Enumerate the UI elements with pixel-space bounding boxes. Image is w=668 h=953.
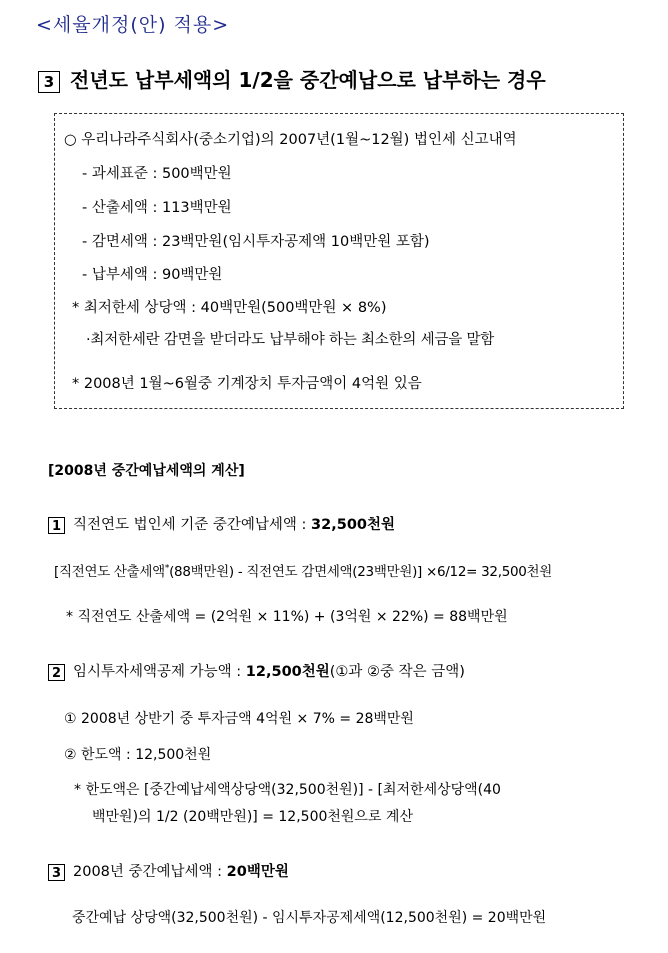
step2-suffix: (①과 ②중 작은 금액) [329, 664, 465, 680]
box-line-reduced-tax: - 감면세액 : 23백만원(임시투자공제액 10백만원 포함) [82, 234, 430, 250]
case-info-box [54, 113, 624, 409]
step1-value: 32,500천원 [311, 517, 396, 533]
step1-formula-part1: [직전연도 산출세액 [54, 564, 165, 580]
box-line-paid-tax: - 납부세액 : 90백만원 [82, 267, 223, 283]
step1-label: 직전연도 법인세 기준 중간예납세액 : [73, 517, 312, 533]
step3-number-box: 3 [48, 864, 65, 881]
step1-number-box: 1 [48, 517, 65, 534]
box-line-company: ○ 우리나라주식회사(중소기업)의 2007년(1월~12월) 법인세 신고내역 [64, 132, 517, 148]
step2-item2: ② 한도액 : 12,500천원 [64, 747, 212, 763]
step2-label: 임시투자세액공제 가능액 : [73, 664, 246, 680]
step3-value: 20백만원 [226, 864, 289, 880]
heading-number-box: 3 [38, 71, 60, 93]
step3-heading [48, 860, 289, 881]
box-line-minimum-tax-definition: ·최저한세란 감면을 받더라도 납부해야 하는 최소한의 세금을 말함 [86, 332, 495, 348]
step2-note-line1: * 한도액은 [중간예납세액상당액(32,500천원)] - [최저한세상당액(40 [74, 782, 501, 798]
step2-item1: ① 2008년 상반기 중 투자금액 4억원 × 7% = 28백만원 [64, 711, 414, 727]
calculation-title: [2008년 중간예납세액의 계산] [48, 463, 245, 479]
step1-formula-star: * [164, 563, 170, 574]
box-line-computed-tax: - 산출세액 : 113백만원 [82, 200, 232, 216]
step2-note-line2: 백만원)의 1/2 (20백만원)] = 12,500천원으로 계산 [92, 809, 413, 825]
step2-number-box: 2 [48, 664, 65, 681]
step3-label: 2008년 중간예납세액 : [73, 864, 227, 880]
step1-note: * 직전연도 산출세액 = (2억원 × 11%) + (3억원 × 22%) = 88백만원 [66, 609, 508, 625]
box-line-tax-base: - 과세표준 : 500백만원 [82, 166, 232, 182]
step2-heading [48, 660, 465, 681]
step2-value: 12,500천원 [245, 664, 330, 680]
box-line-investment: * 2008년 1월~6월중 기계장치 투자금액이 4억원 있음 [72, 376, 422, 392]
section-title: <세율개정(안) 적용> [36, 14, 230, 36]
case-heading [38, 64, 546, 93]
heading-text: 전년도 납부세액의 1/2을 중간예납으로 납부하는 경우 [70, 68, 546, 92]
step1-formula-part2: (88백만원) - 직전연도 감면세액(23백만원)] ×6/12= 32,500천원 [169, 564, 553, 580]
step3-formula: 중간예납 상당액(32,500천원) - 임시투자공제세액(12,500천원) = 20백만원 [72, 910, 547, 926]
box-line-minimum-tax: * 최저한세 상당액 : 40백만원(500백만원 × 8%) [72, 300, 387, 316]
step1-heading [48, 513, 395, 534]
step1-formula [54, 560, 552, 580]
